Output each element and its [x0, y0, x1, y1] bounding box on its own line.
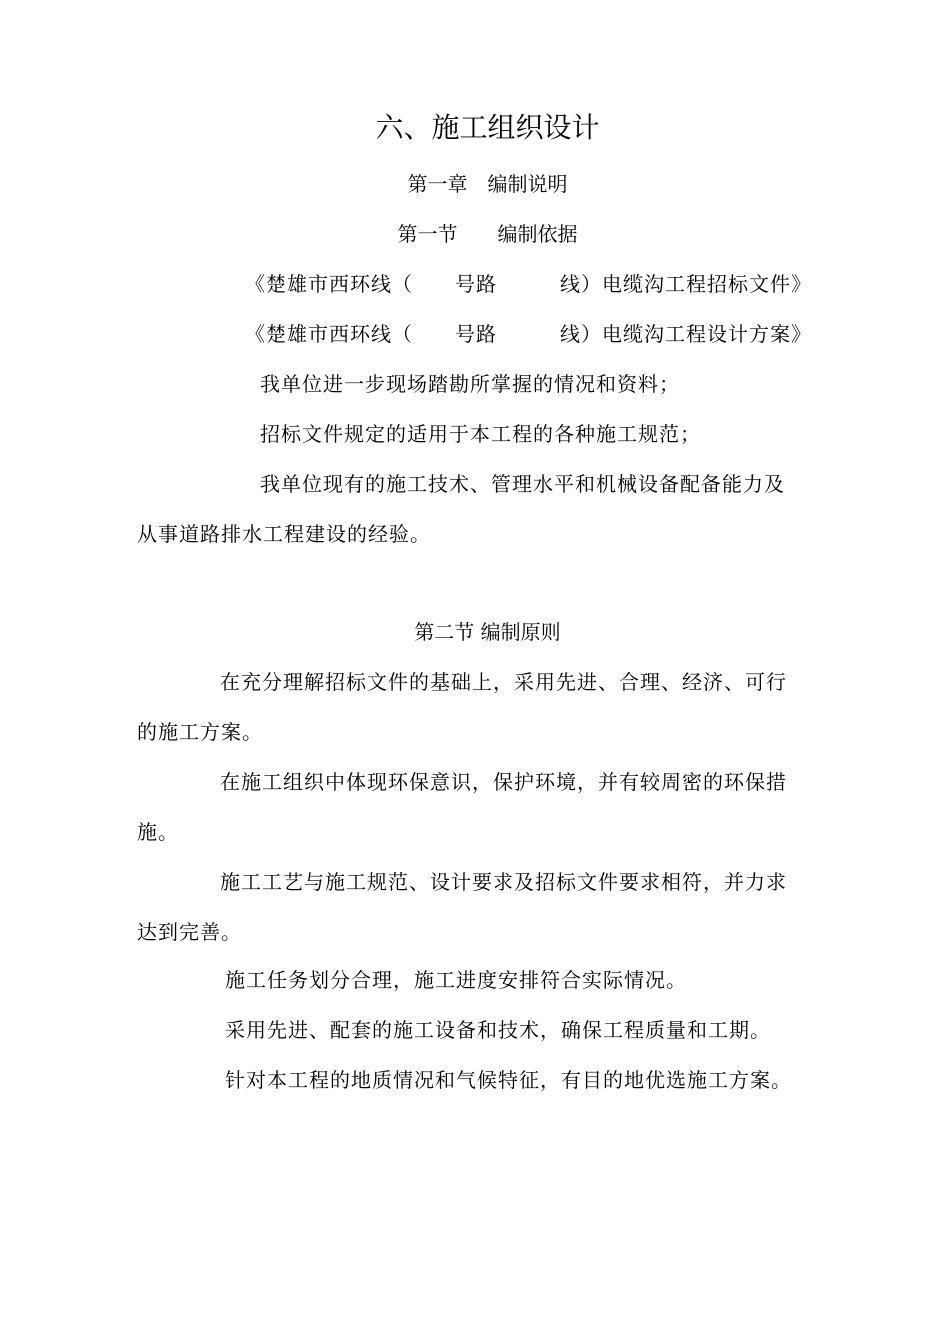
principle-line: 达到完善。	[137, 920, 242, 944]
principle-line: 在充分理解招标文件的基础上，采用先进、合理、经济、可行	[220, 670, 787, 694]
principle-line: 的施工方案。	[137, 720, 263, 744]
basis-item-capability-continued: 从事道路排水工程建设的经验。	[137, 522, 431, 546]
principle-line: 施工工艺与施工规范、设计要求及招标文件要求相符，并力求	[220, 870, 787, 894]
basis-item-site-survey: 我单位进一步现场踏勘所掌握的情况和资料；	[260, 372, 680, 396]
section-heading-principles: 第二节 编制原则	[414, 620, 561, 644]
basis-item-design-plan: 《楚雄市西环线（ 号路 线）电缆沟工程设计方案》	[245, 322, 812, 346]
chapter-heading: 第一章 编制说明	[407, 172, 568, 196]
document-title: 六、施工组织设计	[375, 111, 600, 144]
basis-item-tender-doc: 《楚雄市西环线（ 号路 线）电缆沟工程招标文件》	[245, 272, 812, 296]
basis-item-capability: 我单位现有的施工技术、管理水平和机械设备配备能力及	[260, 472, 785, 496]
principle-line: 采用先进、配套的施工设备和技术，确保工程质量和工期。	[225, 1018, 771, 1042]
principle-line: 施。	[137, 820, 179, 844]
basis-item-standards: 招标文件规定的适用于本工程的各种施工规范；	[260, 422, 701, 446]
principle-line: 在施工组织中体现环保意识，保护环境，并有较周密的环保措	[220, 770, 787, 794]
principle-line: 施工任务划分合理，施工进度安排符合实际情况。	[225, 968, 687, 992]
principle-line: 针对本工程的地质情况和气候特征，有目的地优选施工方案。	[225, 1068, 792, 1092]
section-heading-basis: 第一节 编制依据	[397, 222, 578, 246]
